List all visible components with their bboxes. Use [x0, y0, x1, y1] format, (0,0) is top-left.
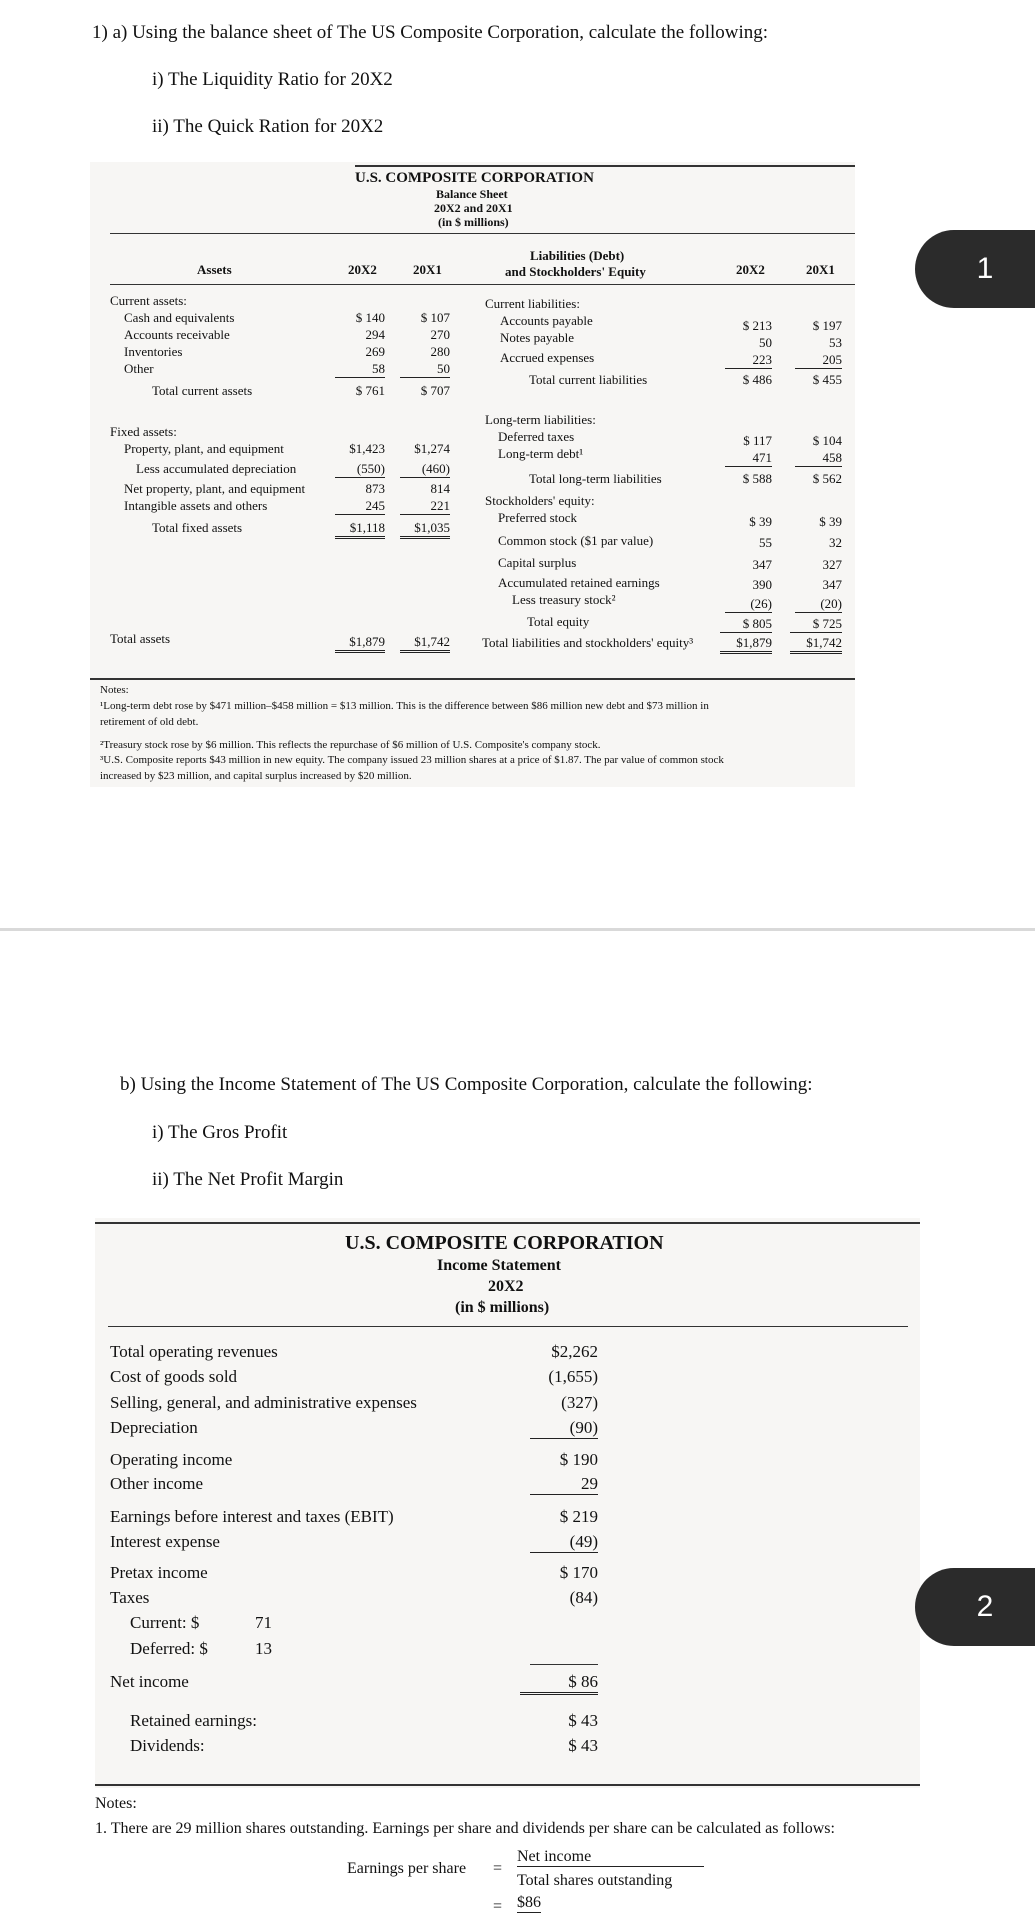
bs-liab-label: Current liabilities: — [485, 296, 580, 311]
bs-liab-label: Notes payable — [500, 330, 575, 345]
is-label: Operating income — [110, 1450, 233, 1469]
bs-asset-label: Total fixed assets — [152, 520, 243, 535]
bs-asset-v2: 294 — [365, 327, 385, 342]
bs-liab-v1: $ 562 — [812, 471, 842, 486]
bs-asset-label: Total assets — [110, 631, 171, 646]
page-divider — [0, 928, 1035, 931]
bs-liab-v1: $1,742 — [790, 635, 842, 654]
bs-col-y1-left: 20X1 — [413, 262, 442, 277]
bs-note-1b: retirement of old debt. — [100, 716, 199, 728]
bs-asset-label: Intangible assets and others — [124, 498, 268, 513]
bs-liab-v1: 327 — [822, 557, 842, 572]
bs-asset-label: Inventories — [124, 344, 183, 359]
bs-liab-v1: 32 — [829, 535, 842, 550]
bs-asset-v1: 814 — [430, 481, 450, 496]
bs-liab-v1: $ 455 — [812, 372, 842, 387]
bs-asset-v2: (550) — [335, 461, 385, 478]
bs-asset-label: Property, plant, and equipment — [124, 441, 284, 456]
bs-liab-v1: $ 104 — [812, 433, 842, 448]
bs-asset-label: Other — [124, 361, 154, 376]
eps-equals-2: = — [493, 1898, 503, 1915]
bs-liab-v2: $ 486 — [742, 372, 772, 387]
bs-asset-v2: $1,118 — [335, 520, 385, 539]
bs-liab-v2: $ 117 — [743, 433, 772, 448]
bs-asset-v1: 50 — [400, 361, 450, 378]
is-current-label: Current: $ — [130, 1613, 200, 1632]
question-a-item-1: i) The Liquidity Ratio for 20X2 — [152, 69, 393, 90]
bs-asset-label: Net property, plant, and equipment — [124, 481, 306, 496]
bs-asset-v2: 58 — [335, 361, 385, 378]
bs-liab-v1: (20) — [795, 596, 842, 613]
is-label: Depreciation — [110, 1418, 198, 1437]
is-value: (327) — [561, 1393, 598, 1412]
bs-liab-label: Accounts payable — [500, 313, 593, 328]
bs-liab-v1: $ 725 — [790, 616, 842, 633]
bs-liab-v2: 55 — [759, 535, 772, 550]
bs-liab-v1: 53 — [829, 335, 842, 350]
is-label: Cost of goods sold — [110, 1367, 238, 1386]
bs-liab-v1: $ 197 — [812, 318, 842, 333]
bs-liab-label: Accumulated retained earnings — [498, 575, 660, 590]
is-label: Selling, general, and administrative expenses — [110, 1393, 417, 1412]
is-label: Taxes — [110, 1588, 150, 1607]
bs-liab-v1: 347 — [822, 577, 842, 592]
bs-note-2: ²Treasury stock rose by $6 million. This reflects the repurchase of $6 million of U.S. Composite's company stock. — [100, 739, 601, 751]
bs-liab-v2: $1,879 — [720, 635, 772, 654]
bs-asset-v1: 280 — [430, 344, 450, 359]
bs-asset-v1: $ 107 — [420, 310, 450, 325]
bs-liab-label: Less treasury stock² — [512, 592, 616, 607]
bs-liab-label: Preferred stock — [498, 510, 578, 525]
eps-label: Earnings per share — [347, 1860, 467, 1877]
is-value: (49) — [530, 1532, 598, 1553]
bs-asset-v1: (460) — [400, 461, 450, 478]
bs-asset-v2: 873 — [365, 481, 385, 496]
bs-asset-label: Fixed assets: — [110, 424, 177, 439]
bs-asset-label: Total current assets — [152, 383, 253, 398]
bs-asset-label: Accounts receivable — [124, 327, 230, 342]
bs-subtitle-1: Balance Sheet — [436, 187, 508, 201]
question-b-item-1: i) The Gros Profit — [152, 1122, 288, 1143]
bs-note-3: ³U.S. Composite reports $43 million in new equity. The company issued 23 million shares at a price of $1.87. The par value of common stock — [100, 754, 724, 766]
bs-liab-label: Long-term debt¹ — [498, 446, 584, 461]
bs-asset-v2: $1,879 — [335, 634, 385, 653]
is-value: $ 43 — [568, 1736, 598, 1755]
bs-col-liab-1: Liabilities (Debt) — [530, 248, 625, 263]
page-badge-1: 1 — [915, 230, 1035, 308]
bs-subtitle-2: 20X2 and 20X1 — [434, 201, 513, 215]
bs-asset-v1: 221 — [400, 498, 450, 515]
is-subtitle-3: (in $ millions) — [455, 1299, 550, 1316]
is-title: U.S. COMPOSITE CORPORATION — [345, 1232, 664, 1254]
is-subtitle-1: Income Statement — [437, 1257, 561, 1274]
bs-asset-label: Less accumulated depreciation — [136, 461, 297, 476]
is-label: Pretax income — [110, 1563, 208, 1582]
question-b: b) Using the Income Statement of The US Composite Corporation, calculate the following: — [120, 1074, 813, 1095]
bs-liab-label: Capital surplus — [498, 555, 577, 570]
is-value: $ 86 — [520, 1672, 598, 1695]
bs-asset-v1: $1,035 — [400, 520, 450, 539]
bs-liab-label: Accrued expenses — [500, 350, 595, 365]
bs-liab-v2: $ 805 — [720, 616, 772, 633]
bs-liab-v2: $ 213 — [742, 318, 772, 333]
is-value: $ 190 — [559, 1450, 598, 1469]
bs-col-liab-2: and Stockholders' Equity — [505, 264, 646, 279]
is-label: Dividends: — [130, 1736, 205, 1755]
is-value: $ 43 — [568, 1711, 598, 1730]
bs-asset-v2: 269 — [365, 344, 385, 359]
is-label: Total operating revenues — [110, 1342, 278, 1361]
bs-liab-label: Long-term liabilities: — [485, 412, 596, 427]
bs-notes-title: Notes: — [100, 684, 129, 696]
is-label: Retained earnings: — [130, 1711, 257, 1730]
eps-numerator: Net income — [517, 1848, 704, 1867]
bs-note-1: ¹Long-term debt rose by $471 million–$458 million = $13 million. This is the difference between $86 million new debt and $73 million in — [100, 700, 709, 712]
is-label: Other income — [110, 1474, 203, 1493]
is-label: Net income — [110, 1672, 189, 1691]
bs-liab-v2: 223 — [725, 352, 772, 369]
page-badge-2: 2 — [915, 1568, 1035, 1646]
bs-liab-label: Stockholders' equity: — [485, 493, 595, 508]
is-value: $ 170 — [559, 1563, 598, 1582]
question-a-item-2: ii) The Quick Ration for 20X2 — [152, 116, 384, 137]
bs-col-y2-right: 20X2 — [736, 262, 765, 277]
is-value: (90) — [530, 1418, 598, 1439]
bs-liab-v2: 471 — [725, 450, 772, 467]
question-b-item-2: ii) The Net Profit Margin — [152, 1169, 344, 1190]
bs-asset-label: Cash and equivalents — [124, 310, 235, 325]
bs-asset-v1: $ 707 — [420, 383, 450, 398]
bs-liab-v2: $ 588 — [742, 471, 772, 486]
eps-equals: = — [493, 1860, 503, 1877]
is-deferred-label: Deferred: $ — [130, 1639, 208, 1658]
bs-liab-v2: 347 — [752, 557, 772, 572]
is-label: Interest expense — [110, 1532, 220, 1551]
bs-liab-v2: 390 — [752, 577, 772, 592]
is-current-value: 71 — [255, 1613, 272, 1632]
is-value: $ 219 — [559, 1507, 598, 1526]
is-subtitle-2: 20X2 — [488, 1278, 524, 1295]
bs-liab-label: Common stock ($1 par value) — [498, 533, 654, 548]
bs-liab-v1: $ 39 — [819, 514, 842, 529]
is-value: (84) — [569, 1588, 598, 1607]
bs-subtitle-3: (in $ millions) — [438, 215, 509, 229]
bs-liab-label: Deferred taxes — [498, 429, 575, 444]
bs-note-3b: increased by $23 million, and capital surplus increased by $20 million. — [100, 770, 412, 782]
bs-liab-label: Total equity — [527, 614, 590, 629]
bs-liab-label: Total current liabilities — [529, 372, 648, 387]
bs-asset-label: Current assets: — [110, 293, 187, 308]
bs-asset-v2: $ 140 — [355, 310, 385, 325]
bs-liab-v1: 458 — [795, 450, 842, 467]
bs-asset-v1: $1,274 — [414, 441, 450, 456]
bs-asset-v2: $1,423 — [349, 441, 385, 456]
bs-col-y1-right: 20X1 — [806, 262, 835, 277]
is-deferred-value: 13 — [255, 1639, 272, 1658]
bs-asset-v2: 245 — [335, 498, 385, 515]
bs-liab-v2: 50 — [759, 335, 772, 350]
bs-liab-label: Total liabilities and stockholders' equity³ — [482, 635, 694, 650]
is-value: 29 — [530, 1474, 598, 1495]
bs-liab-label: Total long-term liabilities — [529, 471, 662, 486]
bs-asset-v1: 270 — [430, 327, 450, 342]
question-a: 1) a) Using the balance sheet of The US Composite Corporation, calculate the following: — [92, 22, 769, 43]
bs-liab-v2: $ 39 — [749, 514, 772, 529]
bs-col-assets: Assets — [197, 262, 232, 277]
eps-denominator: Total shares outstanding — [517, 1872, 673, 1889]
is-value: $2,262 — [551, 1342, 598, 1361]
bs-asset-v1: $1,742 — [400, 634, 450, 653]
bs-liab-v2: (26) — [725, 596, 772, 613]
bs-title: U.S. COMPOSITE CORPORATION — [355, 170, 594, 186]
bs-asset-v2: $ 761 — [355, 383, 385, 398]
is-notes-title: Notes: — [95, 1795, 137, 1812]
is-label: Earnings before interest and taxes (EBIT) — [110, 1507, 394, 1526]
bs-liab-v1: 205 — [795, 352, 842, 369]
is-value: (1,655) — [548, 1367, 598, 1386]
bs-col-y2-left: 20X2 — [348, 262, 377, 277]
eps-value: $86 — [517, 1894, 541, 1911]
is-note-1: 1. There are 29 million shares outstanding. Earnings per share and dividends per share can be calculated as follows: — [95, 1820, 835, 1837]
